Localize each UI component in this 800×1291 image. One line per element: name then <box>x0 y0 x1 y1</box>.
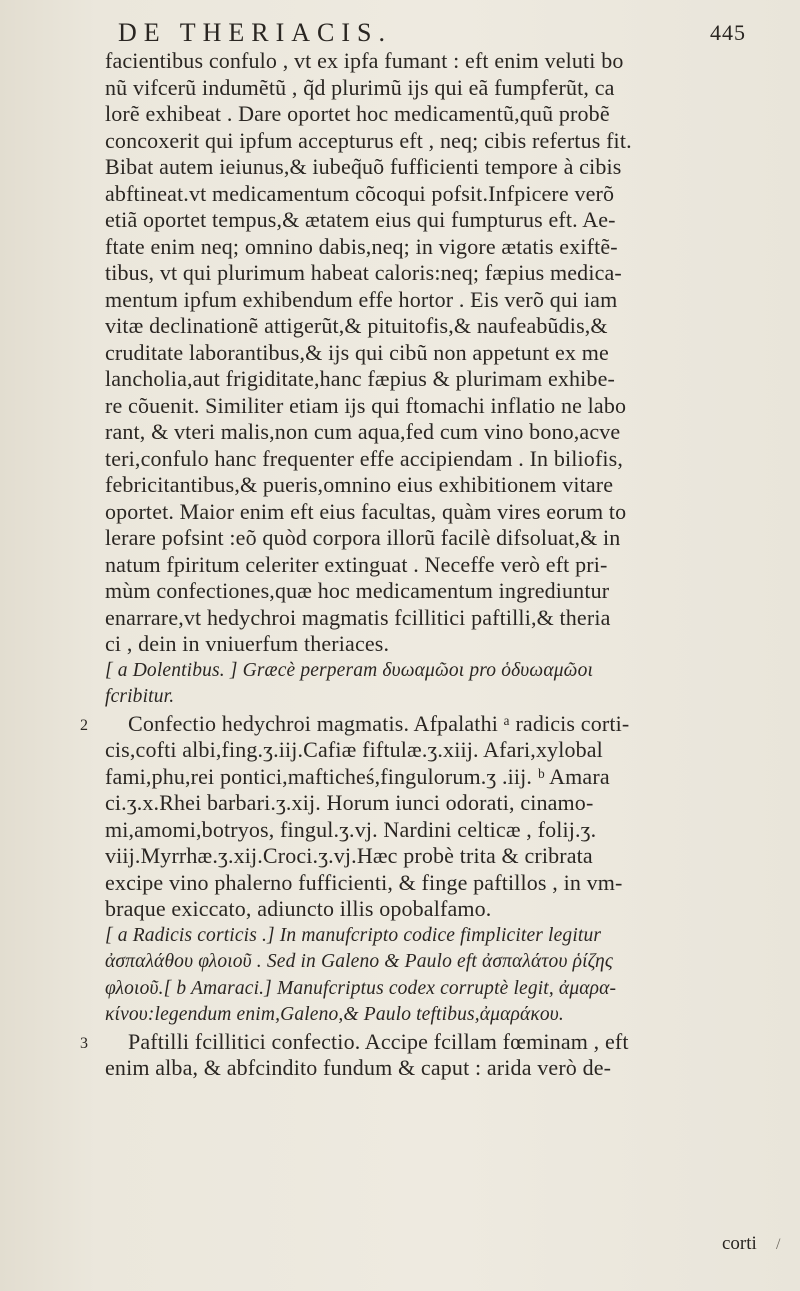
text-line: oportet. Maior enim eft eius facultas, quàm vires eorum to <box>105 498 627 524</box>
text-line: excipe vino phalerno fufficienti, & finge paftillos , in vm- <box>105 869 623 895</box>
text-line: vitæ declinationẽ attigerũt,& pituitofis,& naufeabũdis,& <box>105 313 608 338</box>
recipe-heading-line <box>0 1029 800 1056</box>
text-line: braque exiccato, adiuncto illis opobalfamo. <box>105 896 492 921</box>
text-line: ftate enim neq; omnino dabis,neq; in vigore ætatis exiftẽ- <box>105 233 618 259</box>
text-line: lancholia,aut frigiditate,hanc fæpius & plurimam exhibe- <box>105 366 615 391</box>
text-line: mi,amomi,botryos, fingul.ʒ.vj. Nardini celticæ , folij.ʒ. <box>105 816 597 842</box>
margin-number: 3 <box>80 1034 89 1052</box>
text-line: mentum ipfum exhibendum effe hortor . Eis verõ qui iam <box>105 286 618 312</box>
text-line: febricitantibus,& pueris,omnino eius exhibitionem vitare <box>105 472 614 497</box>
text-line: fami,phu,rei pontici,mafticheś,fingulorum.ʒ .iij. ᵇ Amara <box>105 763 610 789</box>
margin-number: 2 <box>80 716 89 734</box>
annotation-line: κίνου:legendum enim,Galeno,& Paulo teftibus,ἀμαράκου. <box>105 1004 564 1025</box>
text-line: ci , dein in vniuerfum theriaces. <box>105 631 390 656</box>
text-line: viij.Myrrhæ.ʒ.xij.Croci.ʒ.vj.Hæc probè trita & cribrata <box>105 843 593 868</box>
body-text <box>0 48 800 1082</box>
annotation-line: fcribitur. <box>105 686 175 707</box>
text-line: teri,confulo hanc frequenter effe accipiendam . In biliofis, <box>105 445 624 471</box>
text-line: cis,cofti albi,fing.ʒ.iij.Cafiæ fiftulæ.ʒ.xiij. Afari,xylobal <box>105 737 603 762</box>
text-line: enim alba, & abfcindito fundum & caput : arida verò de- <box>105 1055 612 1080</box>
text-line: cruditate laborantibus,& ijs qui cibũ non appetunt ex me <box>105 339 609 365</box>
text-line: abftineat.vt medicamentum cõcoqui pofsit.Infpicere verõ <box>105 180 615 206</box>
text-line: facientibus confulo , vt ex ipfa fumant : eft enim veluti bo <box>105 48 624 73</box>
recipe-text: Paftilli fcillitici confectio. Accipe fcillam fœminam , eft <box>128 1028 629 1054</box>
text-line: etiã oportet tempus,& ætatem eius qui fumpturus eft. Ae- <box>105 207 616 232</box>
running-title: DE THERIACIS. <box>118 18 392 47</box>
text-line: lorẽ exhibeat . Dare oportet hoc medicamentũ,quũ probẽ <box>105 101 610 126</box>
annotation-line: φλοιοῦ.[ b Amaraci.] Manufcriptus codex corruptè legit, ἀμαρα- <box>105 977 617 999</box>
recipe-text: Confectio hedychroi magmatis. Afpalathi ᵃ radicis corti- <box>128 710 630 736</box>
annotation-line: [ a Dolentibus. ] Græcè perperam δυωαμῶοι pro ὁδυωαμῶοι <box>105 659 594 681</box>
text-line: lerare pofsint :eõ quòd corpora illorũ facilè difsoluat,& in <box>105 525 621 550</box>
edge-mark: / <box>776 1236 781 1253</box>
text-line: mùm confectiones,quæ hoc medicamentum ingrediuntur <box>105 578 610 603</box>
annotation-line: [ a Radicis corticis .] In manufcripto codice fimpliciter legitur <box>105 924 602 946</box>
text-line: rant, & vteri malis,non cum aqua,fed cum vino bono,acve <box>105 419 621 444</box>
text-line: natum fpiritum celeriter extinguat . Neceffe verò eft pri- <box>105 551 608 577</box>
text-line: concoxerit qui ipfum accepturus eft , neq; cibis refertus fit. <box>105 127 632 153</box>
catchword: corti <box>722 1233 757 1254</box>
text-line: enarrare,vt hedychroi magmatis fcillitici paftilli,& theria <box>105 604 611 630</box>
text-line: re cõuenit. Similiter etiam ijs qui ftomachi inflatio ne labo <box>105 392 627 418</box>
text-line: tibus, vt qui plurimum habeat caloris:neq; fæpius medica- <box>105 260 622 285</box>
text-line: nũ vifcerũ indumẽtũ , q̃d plurimũ ijs qui eã fumpferũt, ca <box>105 74 615 100</box>
annotation-line: ἀσπαλάθου φλοιοῦ . Sed in Galeno & Paulo eft ἀσπαλάτου ῥίζης <box>105 951 613 972</box>
recipe-heading-line <box>0 711 800 738</box>
text-line: Bibat autem ieiunus,& iubeq̃uõ fufficienti tempore à cibis <box>105 154 622 179</box>
text-line: ci.ʒ.x.Rhei barbari.ʒ.xij. Horum iunci odorati, cinamo- <box>105 790 594 815</box>
page-number: 445 <box>710 20 746 45</box>
